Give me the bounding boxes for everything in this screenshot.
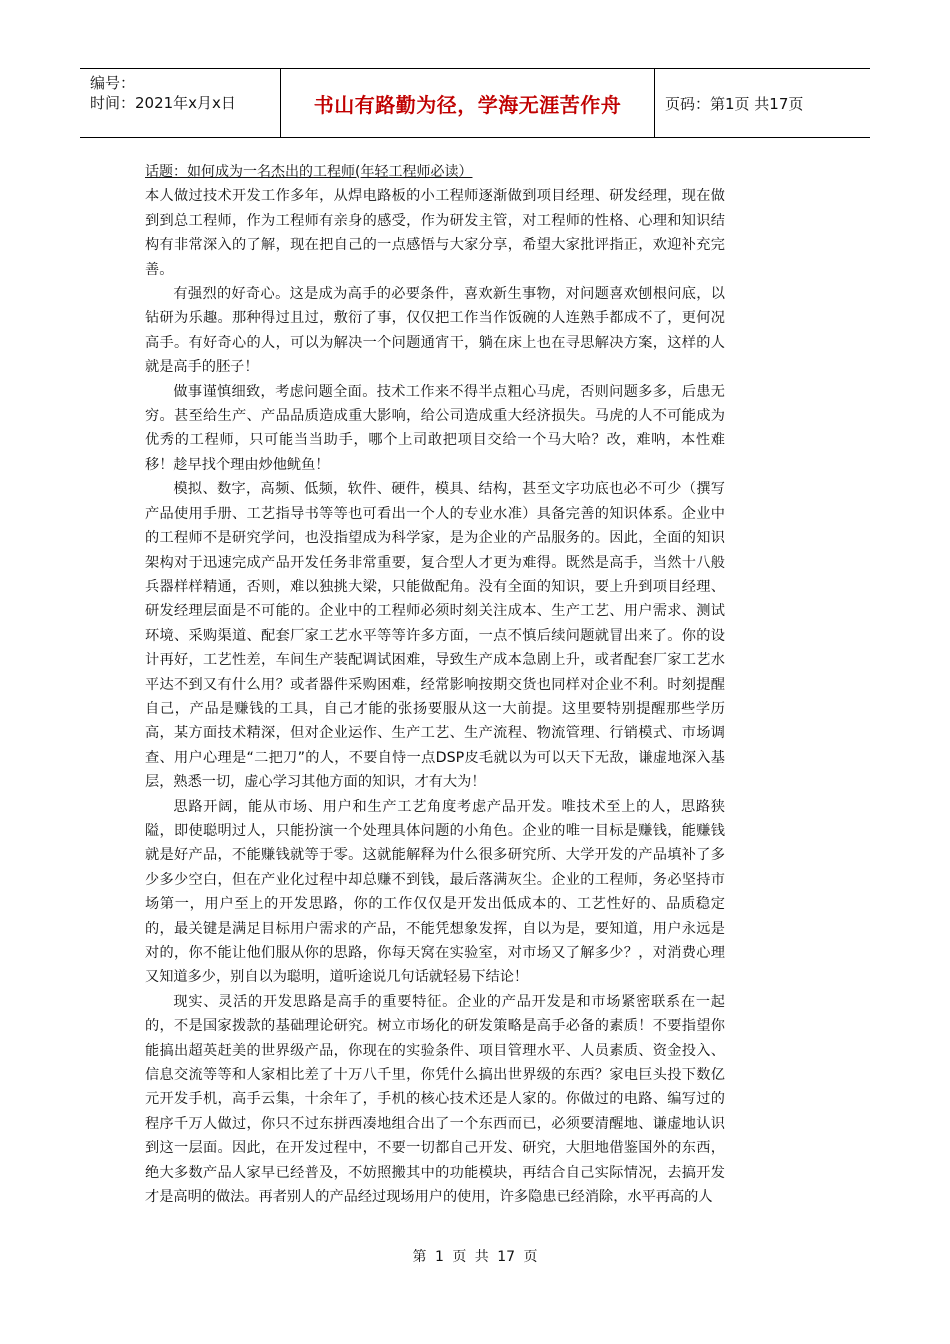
article-body (145, 160, 725, 1209)
footer-gong: 共 (474, 1249, 489, 1265)
paragraph-curiosity: 有强烈的好奇心。这是成为高手的必要条件，喜欢新生事物，对问题喜欢刨根问底，以钻研为乐趣。那种得过且过，敷衍了事，仅仅把工作当作饭碗的人连熟手都成不了，更何况高手。有好奇心的人，可以为解决一个问题通宵干，躺在床上也在寻思解决方案，这样的人就是高手的胚子！ (145, 286, 725, 376)
header-meta-cell (80, 69, 281, 137)
time-label: 时间：2021年x月x日 (90, 94, 236, 112)
page-info: 页码：第1页 共17页 (665, 94, 804, 113)
page-footer (0, 1246, 950, 1266)
footer-di: 第 (412, 1249, 427, 1265)
header-page-cell (655, 69, 870, 137)
paragraph-knowledge: 模拟、数字，高频、低频，软件、硬件，模具、结构，甚至文字功底也必不可少（撰写产品使用手册、工艺指导书等等也可看出一个人的专业水准）具备完善的知识体系。企业中的工程师不是研究学问，也没指望成为科学家，是为企业的产品服务的。因此，全面的知识架构对于迅速完成产品开发任务非常重要，复合型人才更为难得。既然是高手，当然十八般兵器样样精通，否则，难以独挑大梁，只能做配角。没有全面的知识，要上升到项目经理、研发经理层面是不可能的。企业中的工程师必须时刻关注成本、生产工艺、用户需求、测试环境、采购渠道、配套厂家工艺水平等等许多方面，一点不慎后续问题就冒出来了。你的设计再好，工艺性差，车间生产装配调试困难，导致生产成本急剧上升，或者配套厂家工艺水平达不到又有什么用？或者器件采购困难，经常影响按期交货也同样对企业不利。时刻提醒自己，产品是赚钱的工具，自己才能的张扬要服从这一大前提。这里要特别提醒那些学历高，某方面技术精深，但对企业运作、生产工艺、生产流程、物流管理、行销模式、市场调查、用户心理是“二把刀”的人，不要自恃一点DSP皮毛就以为可以天下无敌，谦虚地深入基层，熟悉一切，虚心学习其他方面的知识，才有大为！ (145, 481, 725, 791)
paragraph-intro: 本人做过技术开发工作多年，从焊电路板的小工程师逐渐做到项目经理、研发经理，现在做到到总工程师，作为工程师有亲身的感受，作为研发主管，对工程师的性格、心理和知识结构有非常深入的了解，现在把自己的一点感悟与大家分享，希望大家批评指正，欢迎补充完善。 (145, 188, 725, 278)
footer-ye: 页 (452, 1249, 467, 1265)
footer-page-number: 1 (434, 1249, 444, 1265)
header-table (80, 68, 870, 138)
motto-text: 书山有路勤为径，学海无涯苦作舟 (313, 92, 622, 117)
number-label: 编号： (90, 74, 136, 92)
paragraph-open-mind: 思路开阔，能从市场、用户和生产工艺角度考虑产品开发。唯技术至上的人，思路狭隘，即使聪明过人，只能扮演一个处理具体问题的小角色。企业的唯一目标是赚钱，能赚钱就是好产品，不能赚钱就等于零。这就能解释为什么很多研究所、大学开发的产品填补了多少多少空白，但在产业化过程中却总赚不到钱，最后落满灰尘。企业的工程师，务必坚持市场第一，用户至上的开发思路，你的工作仅仅是开发出低成本的、工艺性好的、品质稳定的，最关键是满足目标用户需求的产品，不能凭想象发挥，自以为是，要知道，用户永远是对的，你不能让他们服从你的思路，你每天窝在实验室，对市场又了解多少？，对消费心理又知道多少，别自以为聪明，道听途说几句话就轻易下结论！ (145, 798, 725, 986)
paragraph-carefulness: 做事谨慎细致，考虑问题全面。技术工作来不得半点粗心马虎，否则问题多多，后患无穷。甚至给生产、产品品质造成重大影响，给公司造成重大经济损失。马虎的人不可能成为优秀的工程师，只可能当当助手，哪个上司敢把项目交给一个马大哈？改，难呐，本性难移！趁早找个理由炒他鱿鱼！ (145, 383, 725, 473)
footer-total-pages: 17 (497, 1249, 516, 1265)
footer-ye2: 页 (523, 1249, 538, 1265)
article-title: 话题：如何成为一名杰出的工程师(年轻工程师必读） (145, 164, 473, 180)
header-motto-cell (281, 69, 655, 137)
paragraph-realistic: 现实、灵活的开发思路是高手的重要特征。企业的产品开发是和市场紧密联系在一起的，不是国家拨款的基础理论研究。树立市场化的研发策略是高手必备的素质！不要指望你能搞出超英赶美的世界级产品，你现在的实验条件、项目管理水平、人员素质、资金投入、信息交流等等和人家相比差了十万八千里，你凭什么搞出世界级的东西？家电巨头投下数亿元开发手机，高手云集，十余年了，手机的核心技术还是人家的。你做过的电路、编写过的程序千万人做过，你只不过东拼西凑地组合出了一个东西而已，必须要清醒地、谦虚地认识到这一层面。因此，在开发过程中，不要一切都自己开发、研究，大胆地借鉴国外的东西，绝大多数产品人家早已经普及，不妨照搬其中的功能模块，再结合自己实际情况，去搞开发才是高明的做法。再者别人的产品经过现场用户的使用，许多隐患已经消除，水平再高的人 (145, 993, 725, 1206)
